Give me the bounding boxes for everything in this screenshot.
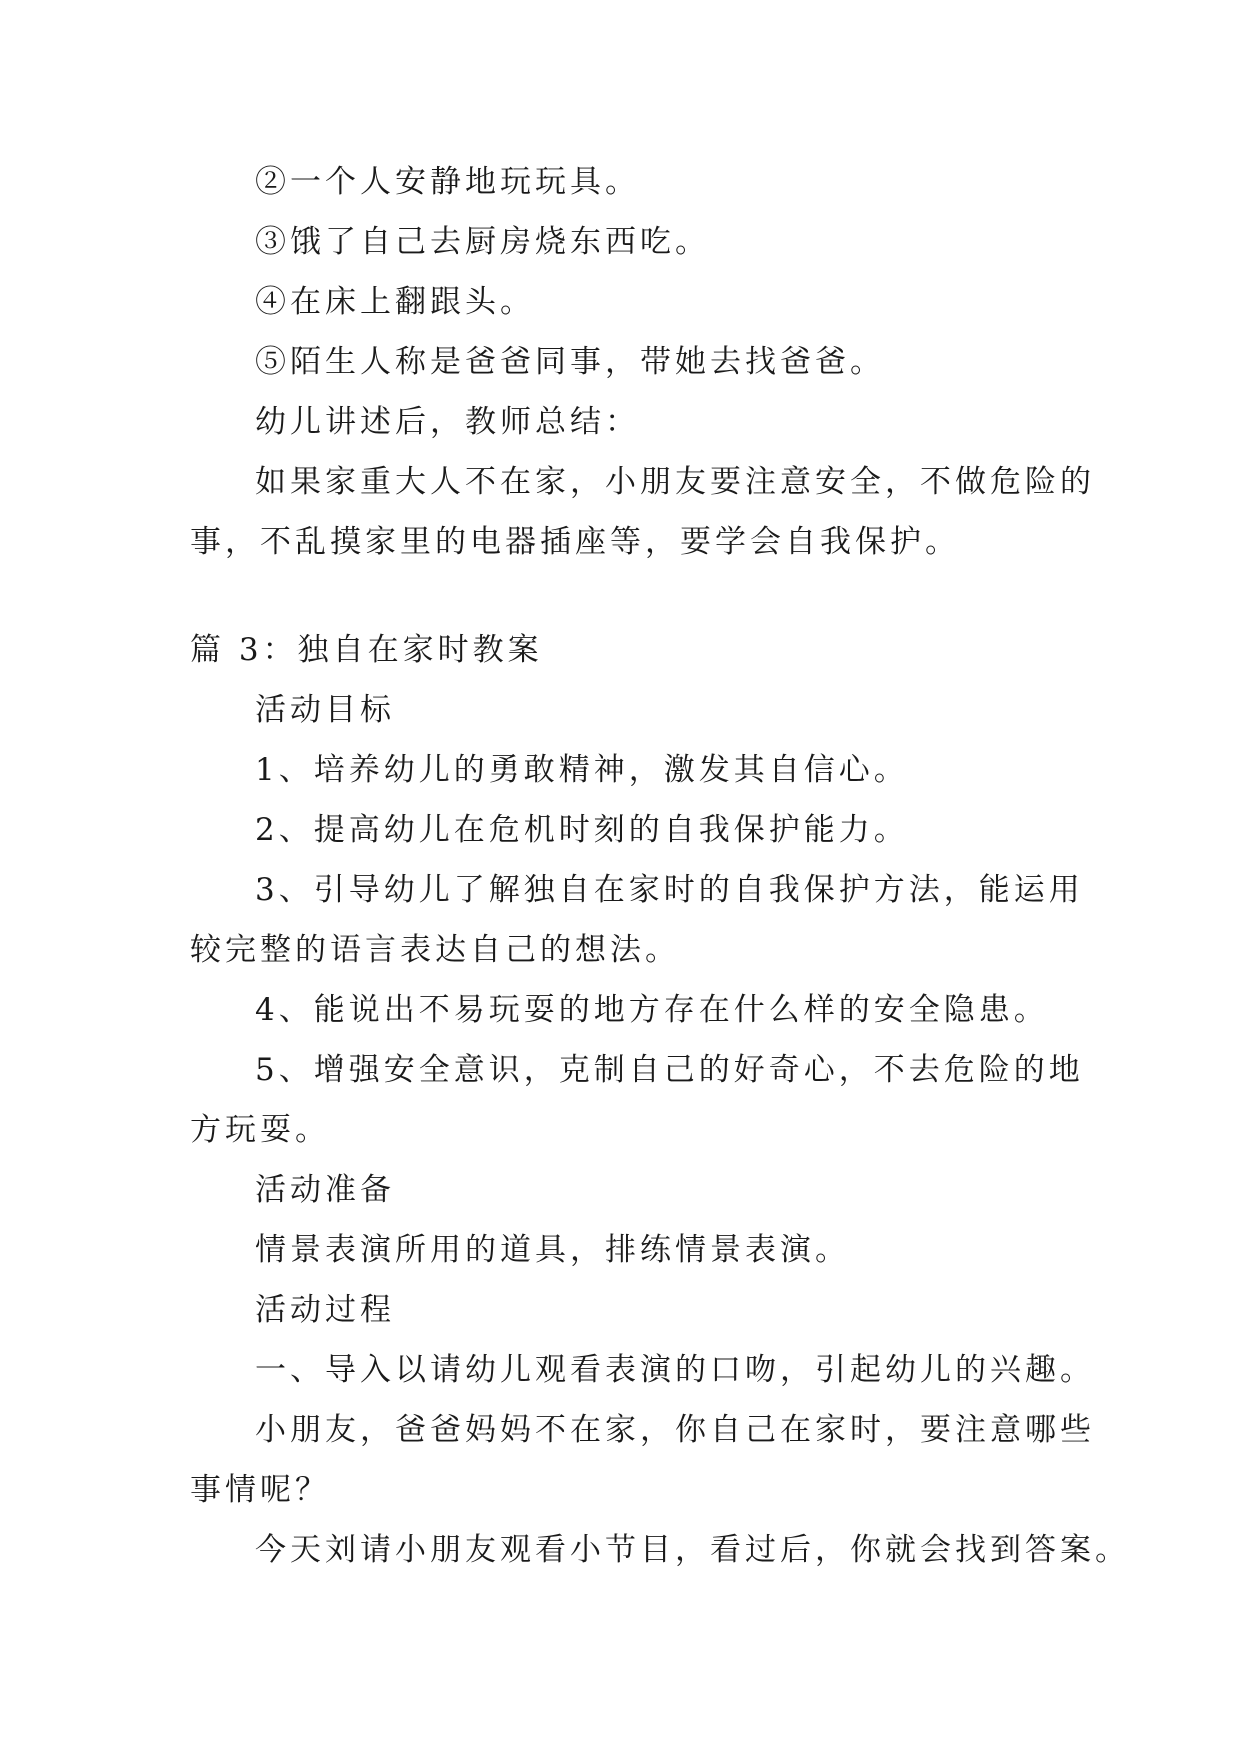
paragraph-line: 幼儿讲述后，教师总结：	[255, 404, 640, 440]
section-heading: 篇 3：独自在家时教案	[190, 632, 543, 668]
list-item: 3、引导幼儿了解独自在家时的自我保护方法，能运用	[255, 872, 1084, 908]
list-item: 2、提高幼儿在危机时刻的自我保护能力。	[255, 812, 909, 848]
paragraph-line: ②一个人安静地玩玩具。	[255, 164, 640, 200]
list-item: 4、能说出不易玩耍的地方存在什么样的安全隐患。	[255, 992, 1049, 1028]
paragraph-line: ④在床上翻跟头。	[255, 284, 535, 320]
paragraph-line: 事情呢？	[190, 1472, 330, 1508]
paragraph-line: 如果家重大人不在家，小朋友要注意安全，不做危险的	[255, 464, 1095, 500]
paragraph-line: 今天刘请小朋友观看小节目，看过后，你就会找到答案。	[255, 1532, 1130, 1568]
subheading: 活动目标	[255, 692, 395, 728]
subheading: 活动过程	[255, 1292, 395, 1328]
paragraph-line: 小朋友，爸爸妈妈不在家，你自己在家时，要注意哪些	[255, 1412, 1095, 1448]
paragraph-line: ③饿了自己去厨房烧东西吃。	[255, 224, 710, 260]
list-item: 5、增强安全意识，克制自己的好奇心，不去危险的地	[255, 1052, 1084, 1088]
paragraph-line: ⑤陌生人称是爸爸同事，带她去找爸爸。	[255, 344, 885, 380]
paragraph-line: 事，不乱摸家里的电器插座等，要学会自我保护。	[190, 524, 960, 560]
paragraph-line: 一、导入以请幼儿观看表演的口吻，引起幼儿的兴趣。	[255, 1352, 1095, 1388]
list-item-continuation: 方玩耍。	[190, 1112, 330, 1148]
paragraph-line: 情景表演所用的道具，排练情景表演。	[255, 1232, 850, 1268]
list-item: 1、培养幼儿的勇敢精神，激发其自信心。	[255, 752, 909, 788]
list-item-continuation: 较完整的语言表达自己的想法。	[190, 932, 680, 968]
subheading: 活动准备	[255, 1172, 395, 1208]
